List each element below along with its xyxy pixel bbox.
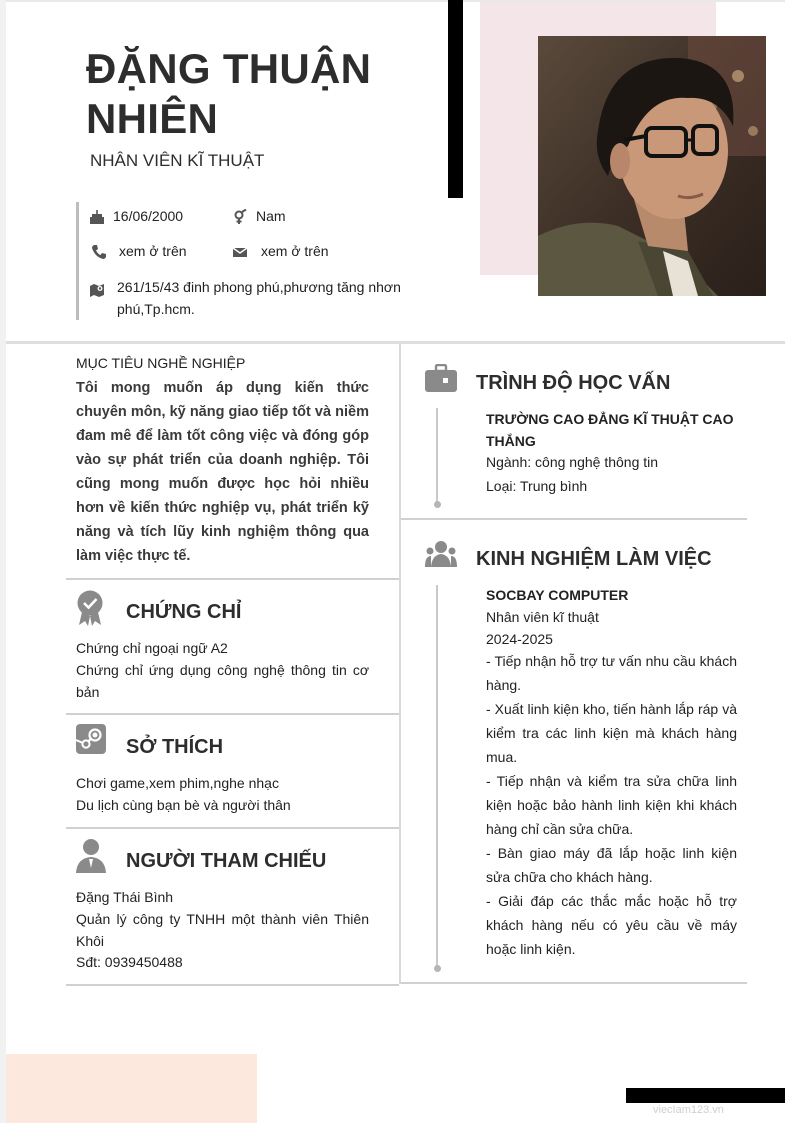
hobby-item: Du lịch cùng bạn bè và người thân (76, 797, 291, 813)
reference-name: Đặng Thái Bình (76, 889, 174, 905)
gender-value: Nam (256, 208, 286, 224)
decor-black-bar (448, 0, 463, 198)
decor-black-footer-bar (626, 1088, 785, 1103)
header-divider (6, 341, 785, 344)
briefcase-icon (425, 364, 455, 398)
certificate-item: Chứng chỉ ngoại ngữ A2 (76, 640, 228, 656)
education-major: Ngành: công nghệ thông tin (486, 454, 659, 470)
objective-text: Tôi mong muốn áp dụng kiến thức chuyên môn, kỹ năng giao tiếp tốt và niềm đam mê để làm tốt công việc và đóng góp vào sự phát triển của doanh nghiệp. Tôi cũng mong muốn được học hỏi nhiều hơn về kiến thức nghiệp vụ, phát triển kỹ năng và tích lũy kinh nghiệm thông qua làm việc thực tế. (76, 380, 369, 564)
cake-icon (89, 209, 105, 225)
phone-row (91, 243, 187, 260)
duty-item: - Bàn giao máy đã lắp hoặc linh kiện sửa chữa cho khách hàng. (486, 845, 737, 885)
reference-phone: Sđt: 0939450488 (76, 954, 183, 970)
candidate-job-title: NHÂN VIÊN KĨ THUẬT (90, 151, 265, 170)
objective-divider (66, 578, 399, 580)
education-grade: Loại: Trung bình (486, 478, 588, 494)
experience-role: Nhân viên kĩ thuật (486, 609, 599, 625)
experience-divider (401, 982, 747, 984)
duty-item: - Xuất linh kiện kho, tiến hành lắp ráp và kiểm tra các linh kiện mà khách hàng mua. (486, 701, 737, 765)
reference-position: Quản lý công ty TNHH một thành viên Thiên Khôi (76, 911, 369, 949)
certificates-divider (66, 713, 399, 715)
gender-icon (232, 209, 248, 225)
mail-icon (232, 244, 248, 260)
steam-icon (76, 724, 106, 758)
phone-icon (91, 244, 107, 260)
education-school: TRƯỜNG CAO ĐẲNG KĨ THUẬT CAO THẮNG (486, 411, 734, 449)
certificates-title: CHỨNG CHỈ (126, 601, 242, 623)
person-icon (76, 838, 106, 872)
candidate-name: ĐẶNG THUẬN NHIÊN (86, 45, 372, 142)
award-icon (76, 590, 106, 624)
hobbies-divider (66, 827, 399, 829)
birthday-value: 16/06/2000 (113, 208, 184, 224)
experience-period: 2024-2025 (486, 631, 553, 647)
page-left-edge (0, 0, 6, 1123)
education-timeline (436, 408, 438, 504)
hobbies-title: SỞ THÍCH (126, 736, 224, 758)
email-value: xem ở trên (261, 243, 329, 259)
profile-photo (538, 36, 766, 296)
experience-timeline (436, 585, 438, 968)
education-divider (401, 518, 747, 520)
education-title: TRÌNH ĐỘ HỌC VẤN (476, 372, 671, 394)
hobby-item: Chơi game,xem phim,nghe nhạc (76, 775, 279, 791)
experience-title: KINH NGHIỆM LÀM VIỆC (476, 548, 712, 570)
objective-title: MỤC TIÊU NGHỀ NGHIỆP (76, 355, 246, 371)
education-timeline-dot (434, 501, 441, 508)
watermark: viecIam123.vn (653, 1104, 724, 1116)
duty-item: - Tiếp nhận và kiểm tra sửa chữa linh kiện hoặc bảo hành linh kiện khi khách hàng chỉ cần sửa chữa. (486, 773, 737, 837)
experience-duties (486, 649, 737, 961)
address-value: 261/15/43 đinh phong phú,phương tăng nhơn phú,Tp.hcm. (117, 279, 401, 317)
experience-timeline-dot (434, 965, 441, 972)
references-divider (66, 984, 399, 986)
column-divider (399, 344, 401, 984)
address-row (89, 276, 427, 320)
references-title: NGƯỜI THAM CHIẾU (126, 850, 327, 872)
gender-row (232, 208, 286, 225)
birthday-row (89, 208, 183, 225)
people-icon (425, 540, 455, 574)
duty-item: - Tiếp nhận hỗ trợ tư vấn nhu cầu khách hàng. (486, 653, 737, 693)
certificate-item: Chứng chỉ ứng dụng công nghệ thông tin cơ bản (76, 662, 369, 700)
email-row (232, 243, 329, 260)
map-icon (89, 282, 105, 298)
decor-peach-block (6, 1054, 257, 1123)
phone-value: xem ở trên (119, 243, 187, 259)
duty-item: - Giải đáp các thắc mắc hoặc hỗ trợ khách hàng nếu có yêu cầu về máy hoặc linh kiện. (486, 893, 737, 957)
experience-company: SOCBAY COMPUTER (486, 587, 629, 603)
